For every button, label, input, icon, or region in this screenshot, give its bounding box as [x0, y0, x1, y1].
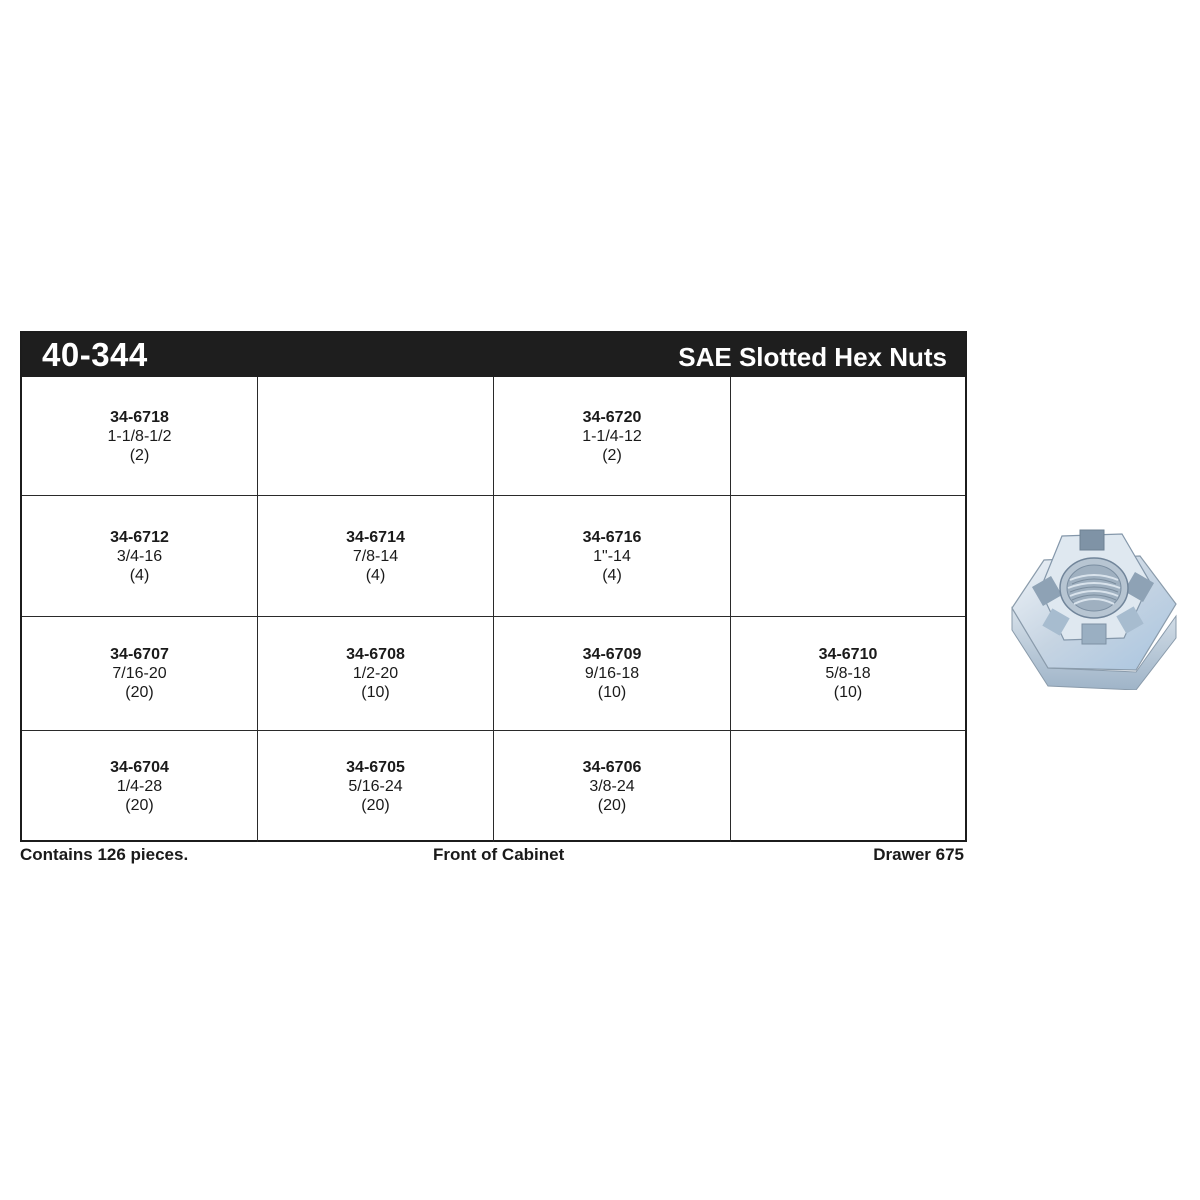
thread-size: 9/16-18 [584, 665, 640, 682]
compartment-grid [22, 377, 965, 840]
part-number: 34-6714 [346, 528, 405, 546]
compartment-cell [22, 496, 258, 617]
thread-size: 5/16-24 [348, 778, 403, 795]
thread-size: 1/4-28 [116, 778, 163, 795]
thread-size: 1-1/4-12 [582, 427, 642, 445]
quantity: (2) [129, 446, 150, 464]
quantity: (4) [365, 566, 386, 584]
compartment-cell [494, 377, 731, 496]
compartment-cell [258, 496, 494, 617]
compartment-cell [731, 377, 965, 496]
thread-size: 7/16-20 [112, 665, 167, 682]
part-number: 34-6712 [110, 528, 169, 546]
drawer-number: Drawer 675 [873, 845, 964, 864]
part-number: 34-6706 [582, 759, 642, 776]
part-number: 34-6720 [582, 408, 642, 426]
drawer-chart [20, 331, 967, 842]
quantity: (10) [597, 684, 627, 701]
quantity: (20) [125, 797, 154, 814]
compartment-cell [494, 617, 731, 731]
thread-size: 7/8-14 [352, 547, 399, 565]
compartment-cell [494, 496, 731, 617]
thread-size: 5/8-18 [825, 665, 871, 682]
compartment-cell [731, 617, 965, 731]
part-number: 34-6708 [346, 646, 405, 663]
compartment-cell [494, 731, 731, 842]
quantity: (4) [602, 566, 622, 584]
part-number: 34-6707 [110, 646, 169, 663]
compartment-cell [258, 731, 494, 842]
cabinet-front-label: Front of Cabinet [433, 845, 565, 864]
thread-size: 1"-14 [593, 547, 631, 565]
compartment-cell [731, 496, 965, 617]
part-number: 34-6704 [110, 759, 169, 776]
part-number: 34-6705 [346, 759, 405, 776]
compartment-cell [731, 731, 965, 842]
part-number: 34-6710 [818, 646, 878, 663]
compartment-cell [258, 617, 494, 731]
thread-size: 3/8-24 [589, 778, 635, 795]
compartment-cell [22, 731, 258, 842]
quantity: (20) [597, 797, 627, 814]
quantity: (2) [602, 446, 622, 464]
kit-title: SAE Slotted Hex Nuts [678, 342, 947, 372]
quantity: (20) [361, 797, 390, 814]
thread-size: 1/2-20 [352, 665, 399, 682]
compartment-cell [258, 377, 494, 496]
part-number: 34-6709 [582, 646, 642, 663]
chart-header [22, 333, 965, 377]
thread-size: 3/4-16 [116, 547, 163, 565]
slotted-hex-nut-icon [1000, 520, 1185, 690]
piece-count: Contains 126 pieces. [20, 845, 189, 864]
compartment-cell [22, 377, 258, 496]
kit-number: 40-344 [42, 336, 148, 373]
thread-size: 1-1/8-1/2 [107, 427, 172, 445]
quantity: (10) [361, 684, 390, 701]
compartment-cell [22, 617, 258, 731]
part-number: 34-6718 [110, 408, 169, 426]
quantity: (10) [833, 684, 863, 701]
part-number: 34-6716 [582, 528, 642, 546]
quantity: (20) [125, 684, 154, 701]
quantity: (4) [129, 566, 150, 584]
